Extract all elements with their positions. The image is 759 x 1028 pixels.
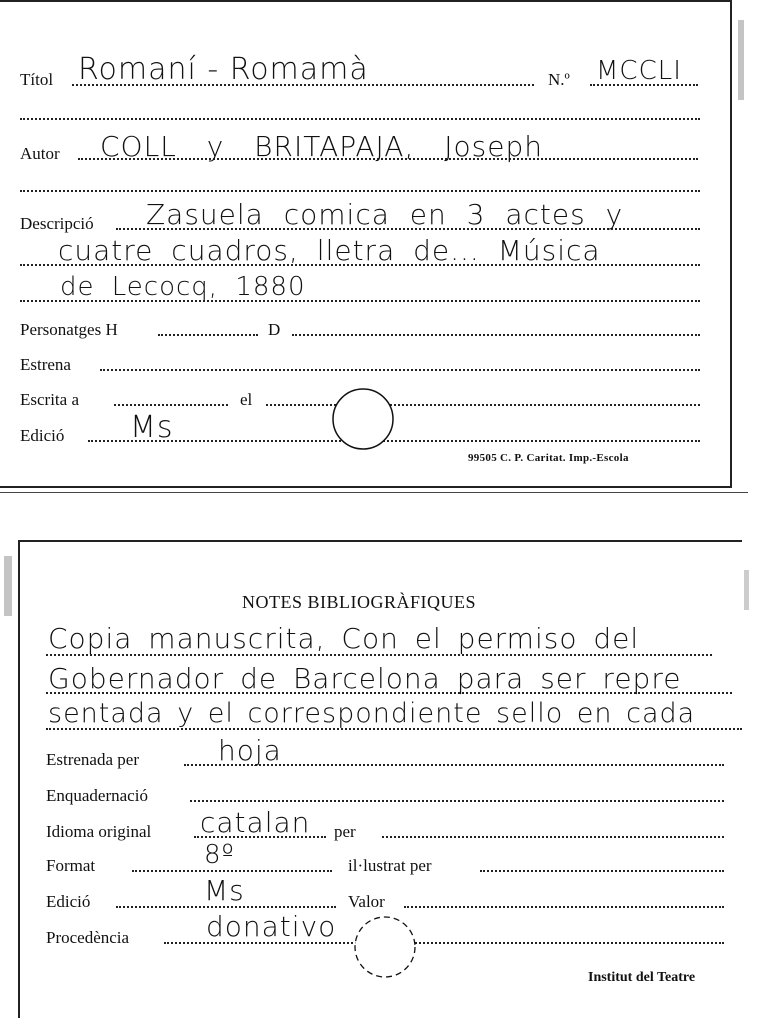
punch-hole-icon-bottom (352, 914, 418, 980)
notes-handwritten-line-1: Copia manuscrita, Con el permiso del (48, 622, 640, 655)
idioma-handwritten-value: catalan (200, 806, 311, 839)
escrita-dotted-line (114, 404, 228, 406)
per-label: per (334, 822, 356, 841)
punch-hole-icon (330, 386, 396, 452)
edicio-label-bottom: Edició (46, 892, 91, 911)
catalog-card-bottom (18, 540, 742, 1018)
edicio-label: Edició (20, 426, 65, 445)
titol-label: Títol (20, 70, 54, 89)
scan-noise-right-bottom (744, 570, 749, 610)
descripcio-label: Descripció (20, 214, 94, 233)
autor-extra-dotted-line (20, 190, 700, 192)
estrenada-handwritten-value: hoja (218, 734, 282, 767)
edicio-handwritten-value-bottom: Ms (204, 874, 245, 907)
titol-handwritten-value: Romaní - Romamà (78, 52, 369, 87)
personatges-h-dotted-line (158, 334, 258, 336)
enquadernacio-label: Enquadernació (46, 786, 148, 805)
scan-noise-right-top (738, 20, 744, 100)
numero-label: N.º (548, 70, 570, 89)
illustrat-label: il·lustrat per (348, 856, 432, 875)
per-dotted-line (382, 836, 724, 838)
autor-label: Autor (20, 144, 60, 163)
descripcio-handwritten-line-3: de Lecocq, 1880 (60, 272, 306, 302)
institut-imprint: Institut del Teatre (588, 970, 696, 985)
autor-handwritten-value: COLL y BRITAPAJA, Joseph (100, 130, 543, 163)
estrena-label: Estrena (20, 355, 71, 374)
edicio-handwritten-value: Ms (130, 410, 174, 445)
format-label: Format (46, 856, 96, 875)
descripcio-handwritten-line-1: Zasuela comica en 3 actes y (146, 198, 624, 231)
format-handwritten-value: 8º (204, 840, 235, 870)
scan-noise-left-bottom (4, 556, 12, 616)
procedencia-handwritten-value: donativo (206, 910, 337, 943)
estrena-dotted-line (100, 369, 700, 371)
descripcio-handwritten-line-2: cuatre cuadros, lletra de... Música (58, 234, 601, 267)
notes-heading: NOTES BIBLIOGRÀFIQUES (242, 592, 477, 612)
personatges-label: Personatges H (20, 320, 118, 339)
printer-imprint: 99505 C. P. Caritat. Imp.-Escola (468, 452, 629, 464)
card-separator-line (0, 492, 748, 493)
titol-extra-dotted-line (20, 118, 700, 120)
procedencia-label: Procedència (46, 928, 130, 947)
el-label: el (240, 390, 253, 409)
numero-handwritten-value: MCCLI (596, 56, 682, 86)
escrita-label: Escrita a (20, 390, 79, 409)
idioma-label: Idioma original (46, 822, 152, 841)
estrenada-label: Estrenada per (46, 750, 139, 769)
personatges-d-label: D (268, 320, 281, 339)
illustrat-dotted-line (480, 870, 724, 872)
notes-handwritten-line-3: sentada y el correspondiente sello en cada (48, 698, 696, 729)
format-dotted-line (132, 870, 332, 872)
catalog-card-top (0, 0, 732, 488)
personatges-d-dotted-line (292, 334, 700, 336)
notes-handwritten-line-2: Gobernador de Barcelona para ser repre (48, 662, 682, 695)
valor-dotted-line (404, 906, 724, 908)
valor-label: Valor (348, 892, 385, 911)
enquadernacio-dotted-line (190, 800, 724, 802)
